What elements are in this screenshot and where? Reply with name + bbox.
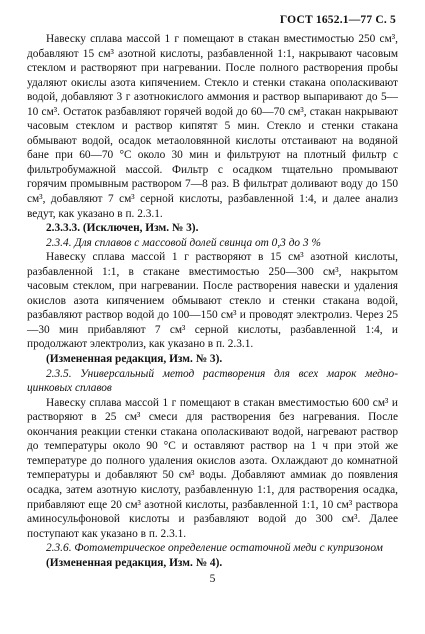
document-body xyxy=(27,32,398,570)
clause-235-heading: 2.3.5. Универсальный метод растворения для всех марок медно-цинковых сплавов xyxy=(27,367,398,395)
amendment-note-3: (Измененная редакция, Изм. № 3). xyxy=(46,353,223,366)
page-header: ГОСТ 1652.1—77 С. 5 xyxy=(279,14,396,26)
paragraph-2332-body: Навеску сплава массой 1 г помещают в стакан вместимостью 250 см³, добавляют 15 см³ азотной кислоты, разбавленной 1:1, накрывают часовым стеклом и растворяют при нагревании. После полного растворения пробы удаляют окислы азота кипячением. Стекло и стенки стакана ополаскивают водой, добавляют 3 г азотнокислого аммония и раствор выпаривают до 5—10 см³. Остаток разбавляют горячей водой до 60—70 см³, стакан накрывают часовым стеклом и раствор кипятят 5 мин. Стекло и стенки стакана обмывают водой, осадок метаоловянной кислоты отстаивают на водяной бане при 60—70 °С около 30 мин и фильтруют на плотный фильтр с фильтробумажной массой. Фильтр с осадком тщательно промывают горячим промывным раствором 7—8 раз. В фильтрат доливают воду до 150 см³, добавляют 7 см³ серной кислоты, разбавленной 1:4, и далее анализ ведут, как указано в п. 2.3.1. xyxy=(27,33,398,220)
page-number: 5 xyxy=(209,573,216,586)
clause-234-heading: 2.3.4. Для сплавов с массовой долей свинца от 0,3 до 3 % xyxy=(46,236,321,249)
paragraph-234-body: Навеску сплава массой 1 г растворяют в 15 см³ азотной кислоты, разбавленной 1:1, в стакане вместимостью 250—300 см³, накрытом часовым стеклом, при нагревании. После растворения навески и удаления окислов азота кипячением обмывают стекло и стенки стакана водой, разбавляют раствор водой до 100—150 см³ и проводят электролиз. Через 25—30 мин прибавляют 7 см³ серной кислоты, разбавленной 1:4, и продолжают электролиз, как указано в п. 2.3.1. xyxy=(27,251,398,351)
paragraph-235-body: Навеску сплава массой 1 г помещают в стакан вместимостью 600 см³ и растворяют в 25 см³ смеси для растворения без нагревания. После окончания реакции стенки стакана ополаскивают водой, нагревают раствор до температуры около 90 °С и оставляют раствор на 1 ч при этой же температуре до полного удаления окислов азота. Охлаждают до комнатной температуры и добавляют 50 см³ воды. Добавляют аммиак до появления осадка, затем азотную кислоту, разбавленную 1:1, для растворения осадка, прибавляют еще 20 см³ азотной кислоты, разбавленной 1:1, 10 см³ раствора аминосульфоновой кислоты и разбавляют водой до 300 см³. Далее поступают как указано в п. 2.3.1. xyxy=(27,396,398,540)
amendment-note-4: (Измененная редакция, Изм. № 4). xyxy=(46,556,223,569)
clause-236-heading: 2.3.6. Фотометрическое определение остаточной меди с купризоном xyxy=(46,542,383,555)
clause-2333-excluded: 2.3.3.3. (Исключен, Изм. № 3). xyxy=(46,222,199,235)
